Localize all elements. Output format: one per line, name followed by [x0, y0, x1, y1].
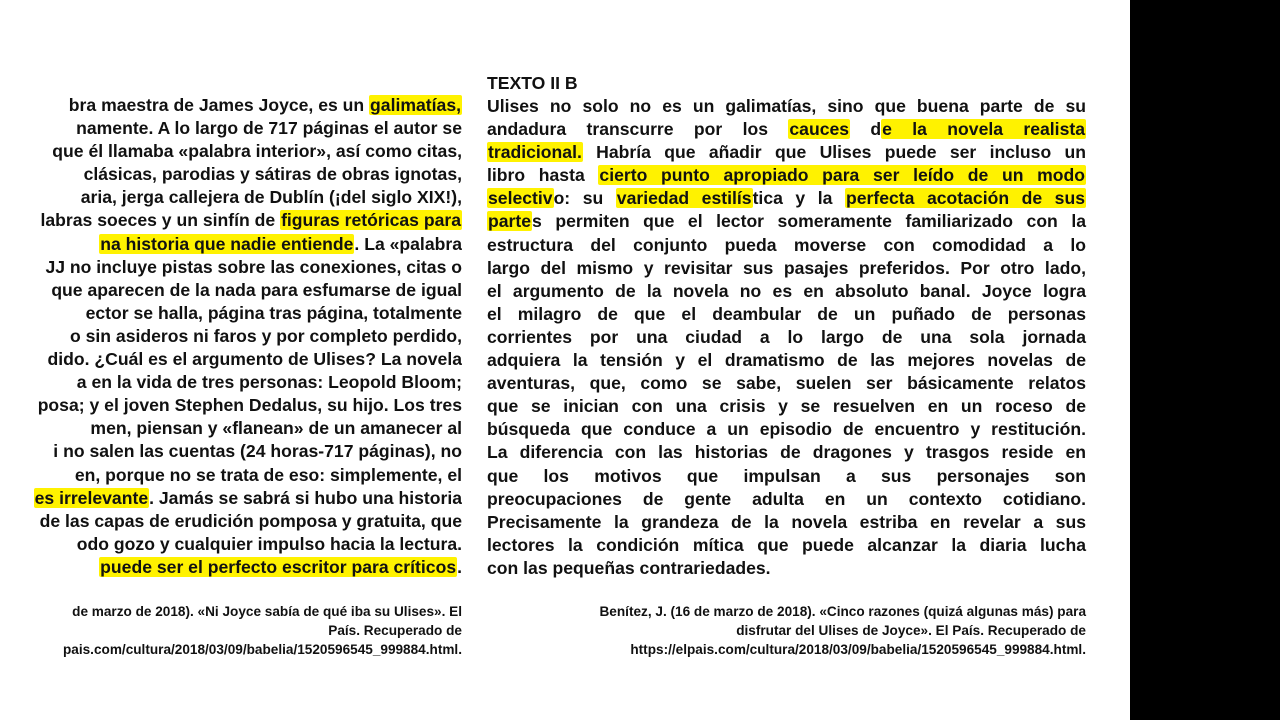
- text-line: [487, 349, 1086, 372]
- text-line: [0, 440, 462, 463]
- citation-line: pais.com/cultura/2018/03/09/babelia/1520596545_999884.html.: [62, 642, 462, 657]
- texto-ii-b: [487, 72, 1086, 580]
- text-line: [487, 187, 1086, 210]
- text-line: [487, 534, 1086, 557]
- text-span: posa; y el joven Stephen Dedalus, su hijo. Los tres: [37, 395, 462, 416]
- text-line: [0, 371, 462, 394]
- text-span: corrientes por una ciudad a lo largo de una sola jornada: [487, 326, 1086, 347]
- text-span: con las pequeñas contrariedades.: [487, 557, 771, 578]
- text-line: [0, 94, 462, 117]
- text-span: libro hasta: [487, 165, 599, 186]
- text-line: [0, 279, 462, 302]
- text-span: i no salen las cuentas (24 horas-717 páginas), no: [53, 441, 462, 462]
- text-span: o: su: [553, 188, 616, 209]
- text-span: odo gozo y cualquier impulso hacia la lectura.: [76, 533, 462, 554]
- texto-ii-b-citation: [487, 602, 1086, 659]
- text-span: búsqueda que conduce a un episodio de encuentro y restitución.: [487, 419, 1086, 440]
- text-line: [487, 141, 1086, 164]
- text-line: [0, 556, 462, 579]
- text-line: [487, 465, 1086, 488]
- texto-ii-a-body: [0, 94, 462, 579]
- text-line: [0, 233, 462, 256]
- text-line: [0, 487, 462, 510]
- text-line: [487, 303, 1086, 326]
- text-span: .: [457, 556, 462, 577]
- highlighted-text: perfecta acotación de sus: [845, 188, 1086, 209]
- text-line: [0, 117, 462, 140]
- text-span: estructura del conjunto pueda moverse con comodidad a lo: [487, 234, 1086, 255]
- texto-ii-a-citation: [0, 602, 462, 659]
- text-span: de las capas de erudición pomposa y gratuita, que: [39, 510, 462, 531]
- text-line: [0, 140, 462, 163]
- highlighted-text: selectiv: [488, 188, 553, 209]
- citation-line: https://elpais.com/cultura/2018/03/09/babelia/1520596545_999884.html.: [630, 642, 1086, 657]
- text-line: [0, 533, 462, 556]
- highlighted-text: parte: [488, 211, 532, 232]
- text-span: men, piensan y «flanean» de un amanecer al: [90, 418, 462, 439]
- text-line: [0, 325, 462, 348]
- text-span: el argumento de la novela no es en absoluto banal. Joyce logra: [487, 280, 1086, 301]
- text-line: [487, 557, 1086, 580]
- text-span: s permiten que el lector someramente familiarizado con la: [532, 211, 1086, 232]
- texto-ii-b-title: TEXTO II B: [487, 73, 578, 93]
- highlighted-text: e la novela realista: [882, 119, 1085, 140]
- highlighted-text: na historia que nadie entiende: [100, 233, 354, 254]
- text-line: [487, 234, 1086, 257]
- highlighted-text: figuras retóricas para: [281, 210, 461, 231]
- citation-line: disfrutar del Ulises de Joyce». El País. Recuperado de: [736, 623, 1086, 638]
- text-line: [487, 395, 1086, 418]
- citation-line: de marzo de 2018). «Ni Joyce sabía de qué iba su Ulises». El: [72, 604, 462, 619]
- text-line: [0, 464, 462, 487]
- text-span: Precisamente la grandeza de la novela estriba en revelar a sus: [487, 511, 1086, 532]
- highlighted-text: es irrelevante: [34, 487, 149, 508]
- text-span: namente. A lo largo de 717 páginas el autor se: [76, 118, 462, 139]
- highlighted-text: variedad estilís: [616, 188, 752, 209]
- text-span: preocupaciones de gente adulta en un contexto cotidiano.: [487, 488, 1086, 509]
- text-span: o sin asideros ni faros y por completo perdido,: [69, 325, 462, 346]
- highlighted-text: tradicional.: [488, 142, 582, 163]
- text-line: [0, 256, 462, 279]
- text-line: [487, 488, 1086, 511]
- text-span: en, porque no se trata de eso: simplemente, el: [74, 464, 462, 485]
- text-line: [487, 210, 1086, 233]
- citation-line: Benítez, J. (16 de marzo de 2018). «Cinco razones (quizá algunas más) para: [599, 604, 1086, 619]
- text-span: labras soeces y un sinfín de: [40, 210, 281, 231]
- text-line: [0, 417, 462, 440]
- text-span: d: [850, 119, 882, 140]
- text-span: lectores la condición mítica que puede alcanzar la diaria lucha: [487, 534, 1086, 555]
- text-span: que se inician con una crisis y se resuelven en un roceso de: [487, 396, 1086, 417]
- black-side-panel: [1130, 0, 1280, 720]
- text-span: JJ no incluye pistas sobre las conexiones, citas o: [45, 256, 462, 277]
- text-line: [487, 511, 1086, 534]
- text-span: tica y la: [752, 188, 845, 209]
- text-span: a en la vida de tres personas: Leopold Bloom;: [76, 372, 462, 393]
- text-line: [0, 209, 462, 232]
- text-span: que él llamaba «palabra interior», así como citas,: [52, 141, 462, 162]
- texto-ii-b-body: [487, 95, 1086, 580]
- citation-line: País. Recuperado de: [328, 623, 462, 638]
- text-line: [0, 394, 462, 417]
- highlighted-text: cauces: [789, 119, 850, 140]
- text-line: [0, 302, 462, 325]
- text-span: bra maestra de James Joyce, es un: [68, 95, 370, 115]
- highlighted-text: puede ser el perfecto escritor para críticos: [100, 556, 457, 577]
- highlighted-text: cierto punto apropiado para ser leído de un modo: [599, 165, 1086, 186]
- text-line: [0, 348, 462, 371]
- text-span: andadura transcurre por los: [487, 119, 789, 140]
- text-span: largo del mismo y revisitar sus pasajes preferidos. Por otro lado,: [487, 257, 1086, 278]
- text-span: que aparecen de la nada para esfumarse de igual: [51, 279, 462, 300]
- text-line: [487, 257, 1086, 280]
- text-line: [0, 163, 462, 186]
- text-line: [487, 418, 1086, 441]
- text-line: [487, 118, 1086, 141]
- text-line: [487, 280, 1086, 303]
- text-span: adquiera la tensión y el dramatismo de las mejores novelas de: [487, 350, 1086, 371]
- text-line: [487, 326, 1086, 349]
- highlighted-text: galimatías,: [370, 95, 461, 115]
- text-span: . Jamás se sabrá si hubo una historia: [149, 487, 462, 508]
- text-span: aria, jerga callejera de Dublín (¡del siglo XIX!),: [80, 187, 462, 208]
- text-span: ector se halla, página tras página, totalmente: [85, 302, 462, 323]
- text-span: el milagro de que el deambular de un puñado de personas: [487, 303, 1086, 324]
- text-line: [0, 510, 462, 533]
- text-span: que los motivos que impulsan a sus personajes son: [487, 465, 1086, 486]
- text-span: clásicas, parodias y sátiras de obras ignotas,: [83, 164, 462, 185]
- text-line: [487, 372, 1086, 395]
- text-span: aventuras, que, como se sabe, suelen ser básicamente relatos: [487, 373, 1086, 394]
- text-line: [0, 186, 462, 209]
- text-span: Habría que añadir que Ulises puede ser incluso un: [582, 142, 1086, 163]
- text-line: [487, 164, 1086, 187]
- text-span: . La «palabra: [354, 233, 462, 254]
- text-span: Ulises no solo no es un galimatías, sino que buena parte de su: [487, 96, 1086, 116]
- text-span: dido. ¿Cuál es el argumento de Ulises? La novela: [47, 349, 462, 370]
- text-span: La diferencia con las historias de dragones y trasgos reside en: [487, 442, 1086, 463]
- text-line: [487, 441, 1086, 464]
- text-line: [487, 95, 1086, 118]
